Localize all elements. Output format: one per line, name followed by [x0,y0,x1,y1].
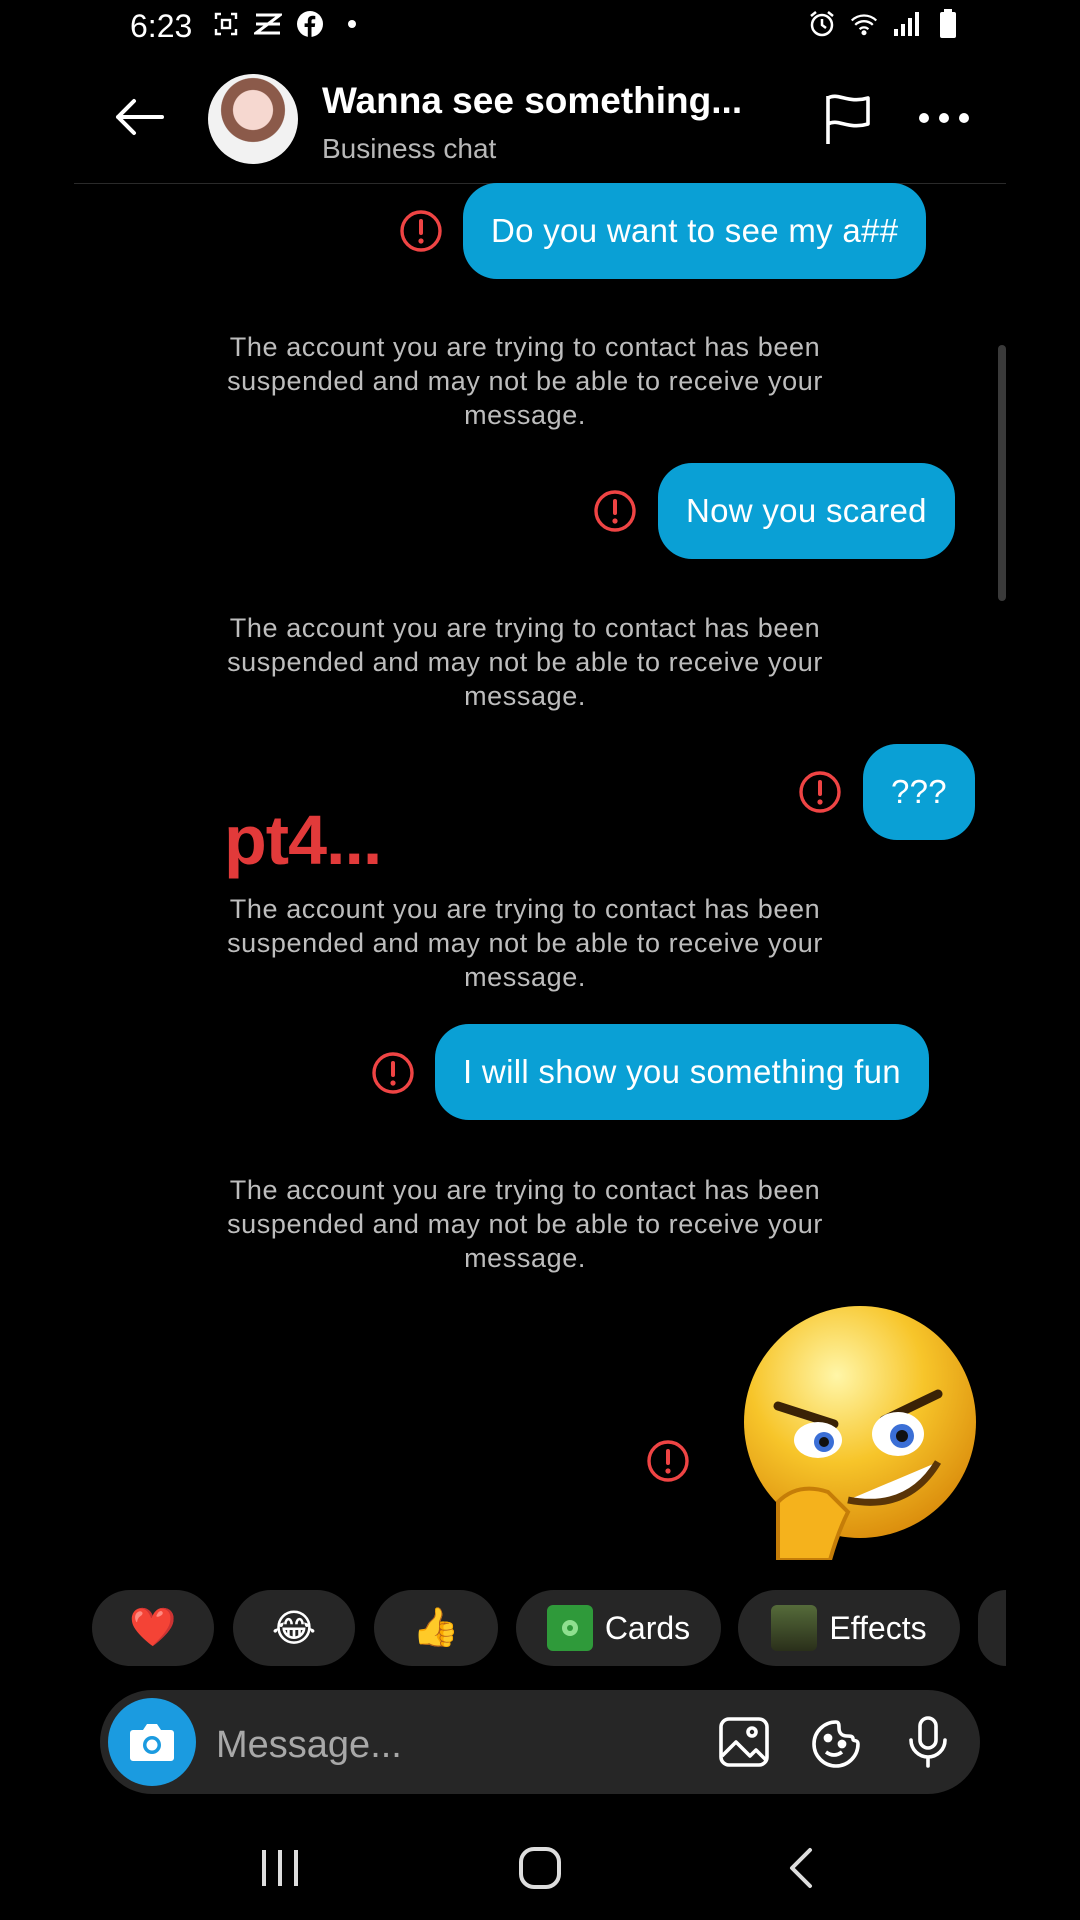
suspended-notice: The account you are trying to contact has been suspended and may not be able to receive your message. [227,1175,823,1273]
report-button[interactable] [820,90,876,146]
thumbs-up-icon: 👍 [412,1607,460,1649]
error-icon[interactable] [593,489,637,533]
status-right-icons [808,10,962,38]
cards-label: Cards [604,1609,691,1646]
microphone-icon [900,1714,956,1770]
message-input[interactable] [214,1716,698,1774]
facebook-icon [296,10,324,38]
cards-icon [547,1605,593,1651]
message-bubble[interactable]: ??? [863,744,975,840]
suspended-notice: The account you are trying to contact has been suspended and may not be able to receive your message. [227,332,823,430]
message-bubble[interactable]: I will show you something fun [435,1024,929,1120]
heart-icon: ❤️ [129,1607,177,1649]
home-button[interactable] [510,1838,570,1898]
avatar[interactable] [208,74,298,164]
message-bubble[interactable]: Now you scared [658,463,955,559]
more-dots-icon [914,98,974,138]
wifi-icon [850,10,878,38]
signal-icon [892,10,920,38]
home-icon [510,1838,570,1898]
camera-button[interactable] [108,1698,196,1786]
recent-apps-button[interactable] [250,1838,310,1898]
voice-button[interactable] [900,1714,956,1770]
dot-icon [338,10,366,38]
effects-label: Effects [829,1609,927,1646]
more-options-button[interactable] [914,98,974,138]
error-icon[interactable] [798,770,842,814]
recents-icon [250,1838,310,1898]
sticker-button[interactable] [808,1714,864,1770]
error-icon[interactable] [371,1051,415,1095]
suspended-notice: The account you are trying to contact has been suspended and may not be able to receive your message. [227,894,823,992]
sticker-icon [808,1714,864,1770]
screenshot-icon [212,10,240,38]
gallery-button[interactable] [716,1714,772,1770]
suspended-notice: The account you are trying to contact has been suspended and may not be able to receive your message. [227,613,823,711]
arrow-left-icon [110,92,170,142]
laughing-emoji-icon: 😂 [271,1607,317,1650]
cards-chip[interactable] [516,1590,721,1666]
camera-icon [127,1720,177,1764]
flag-icon [820,90,876,146]
more-chip[interactable] [978,1590,1006,1666]
emoji-sticker[interactable] [738,1302,978,1560]
back-button[interactable] [110,92,170,142]
error-icon[interactable] [646,1439,690,1483]
image-icon [716,1714,772,1770]
quick-reply-laugh[interactable] [233,1590,355,1666]
nav-back-button[interactable] [772,1838,832,1898]
overlay-caption: pt4... [224,801,382,879]
quick-reply-heart[interactable] [92,1590,214,1666]
effects-chip[interactable] [738,1590,960,1666]
capcut-icon [254,10,282,38]
error-icon[interactable] [399,209,443,253]
effects-icon [771,1605,817,1651]
chat-title[interactable]: Wanna see something... [322,80,743,121]
battery-icon [934,10,962,38]
scrollbar[interactable] [998,345,1006,601]
quick-reply-thumbs-up[interactable] [374,1590,498,1666]
alarm-icon [808,10,836,38]
chevron-left-icon [772,1838,832,1898]
message-bubble[interactable]: Do you want to see my a## [463,183,926,279]
chat-subtitle: Business chat [322,133,497,164]
status-time: 6:23 [130,8,193,44]
smirking-emoji-icon [738,1302,978,1560]
status-left-icons [212,10,366,38]
